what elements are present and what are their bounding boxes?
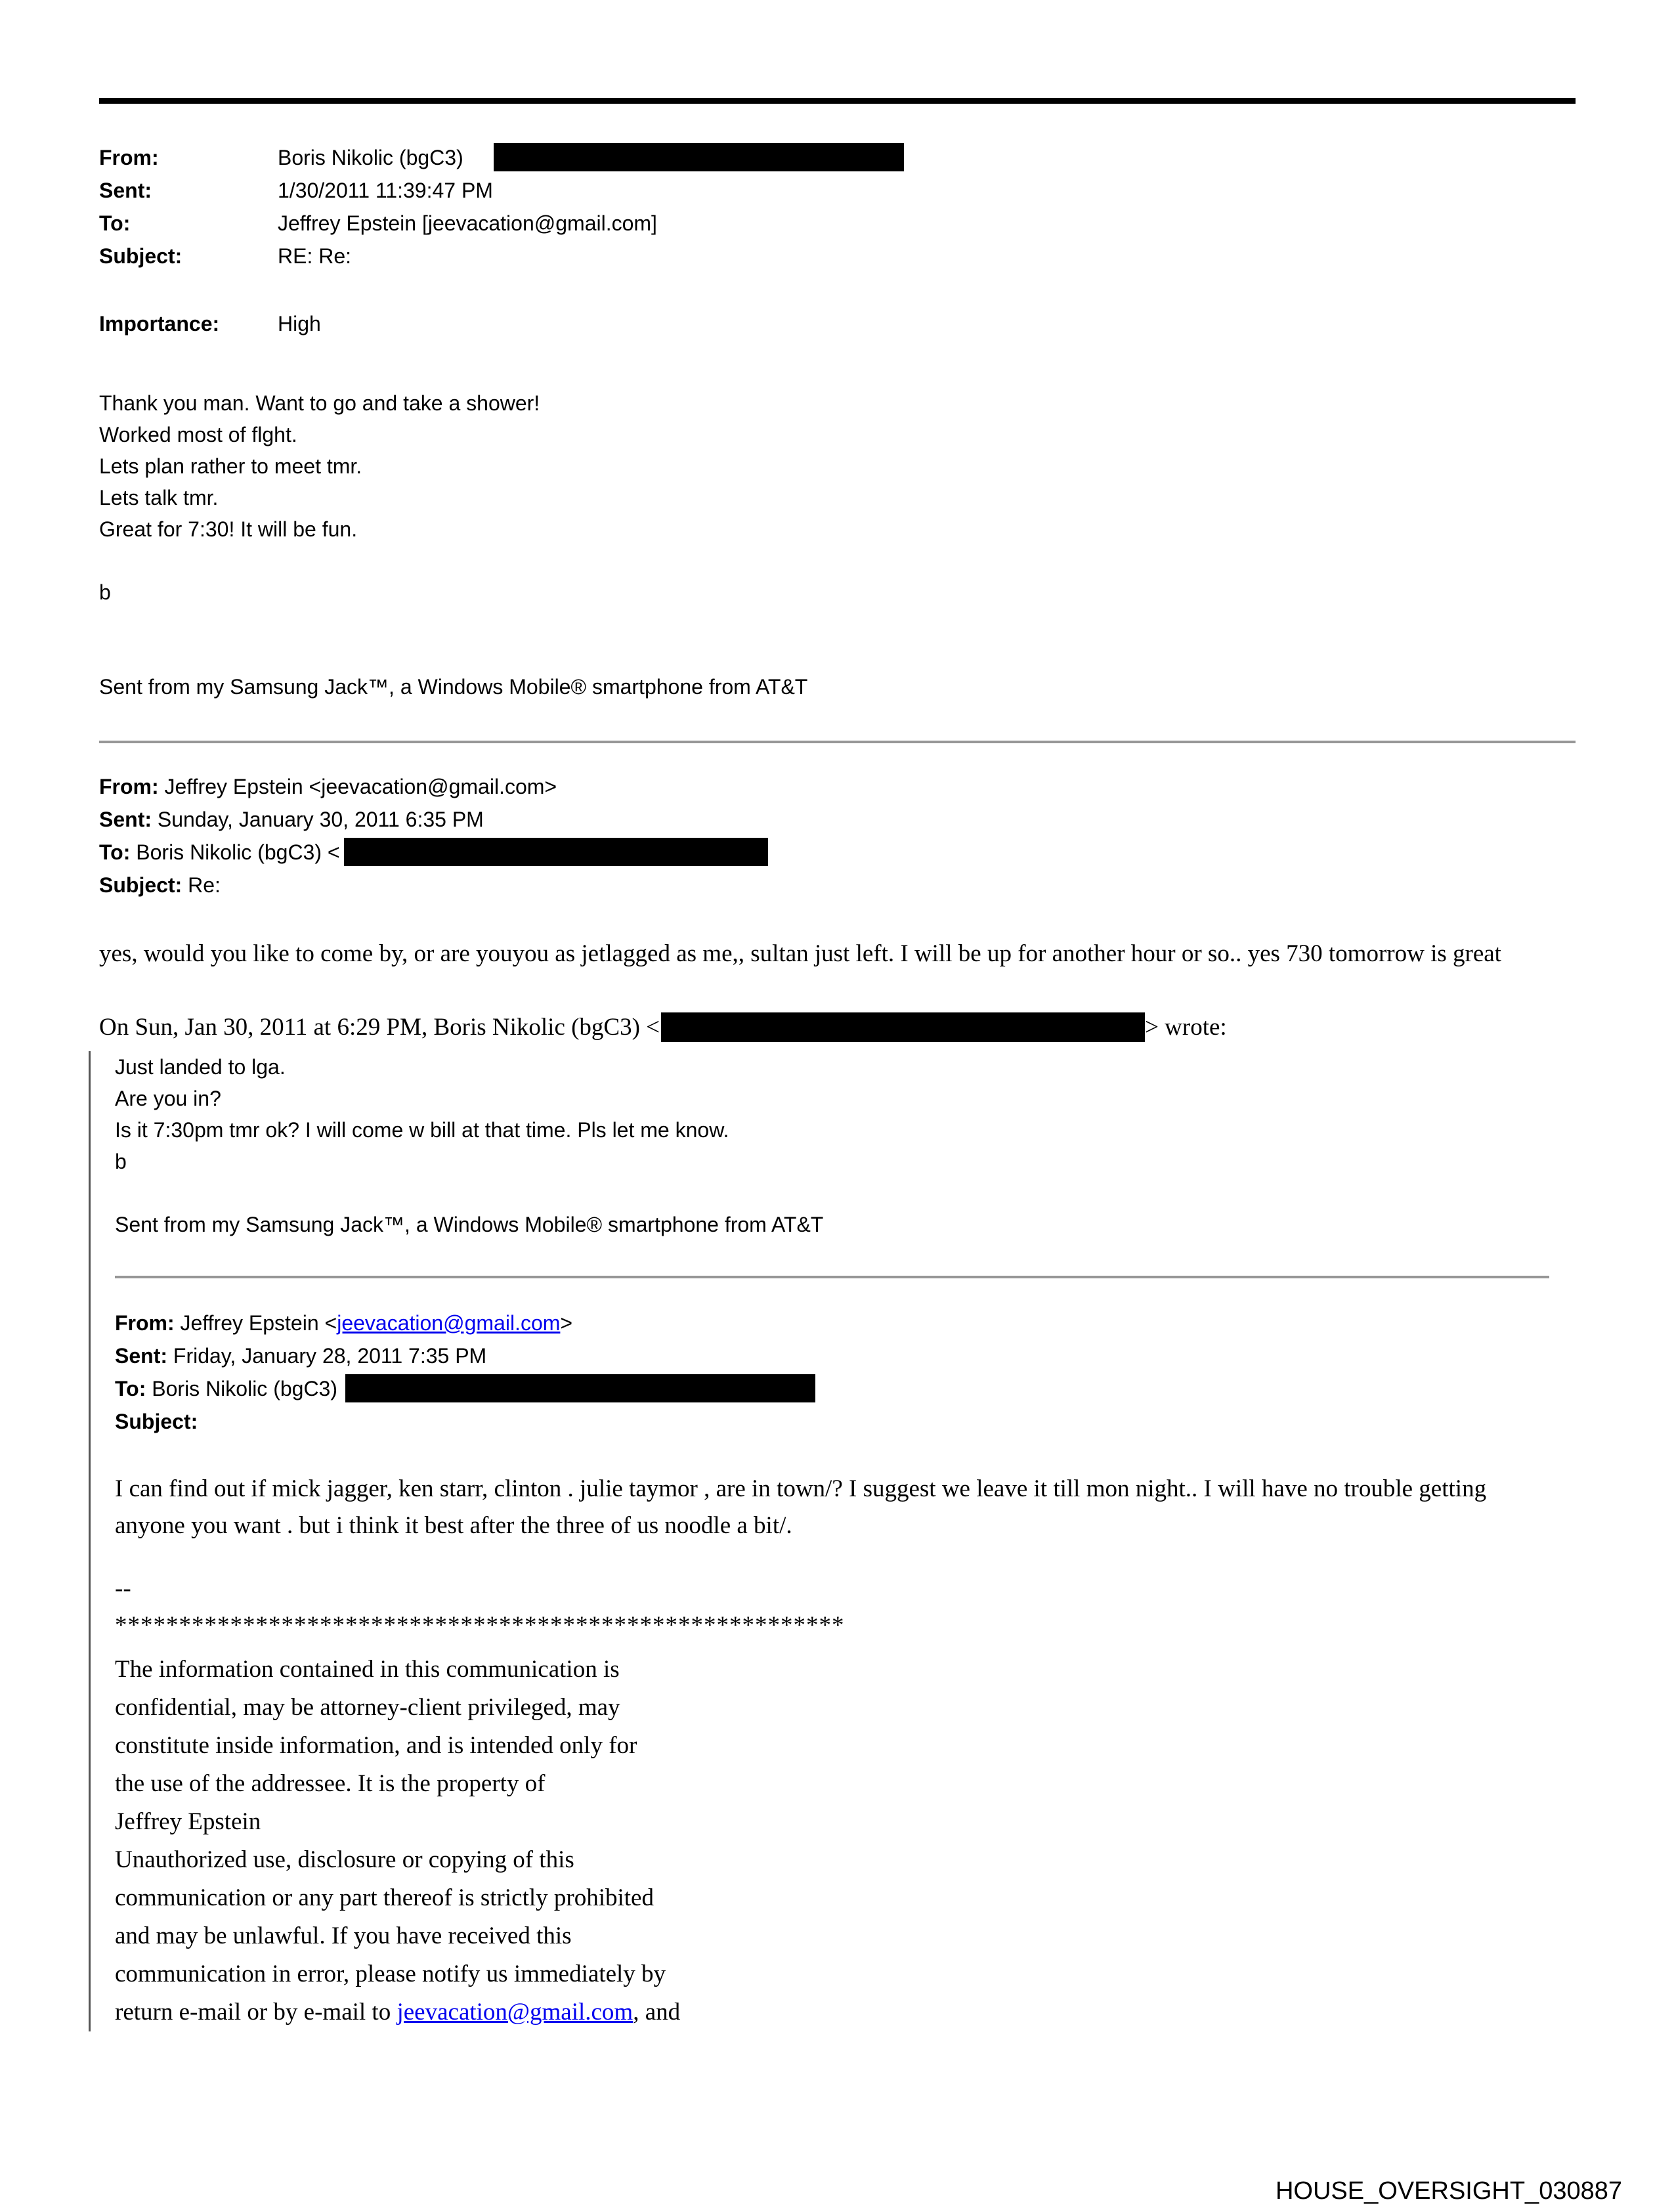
email-divider — [99, 741, 1576, 743]
subject-label: Subject: — [99, 873, 182, 897]
quote-attribution — [99, 1009, 1576, 1046]
to-label: To: — [99, 840, 131, 864]
body-line: Great for 7:30! It will be fun. — [99, 517, 358, 541]
disclaimer-text: , and — [633, 1999, 681, 2026]
email-address-link[interactable]: jeevacation@gmail.com — [337, 1311, 561, 1335]
email-friday — [115, 1307, 1549, 2031]
sent-value: 1/30/2011 11:39:47 PM — [278, 179, 493, 202]
email-reply — [99, 770, 1576, 2031]
header-row-from — [99, 770, 1576, 803]
disclaimer-line: communication or any part thereof is strictly prohibited — [115, 1884, 654, 1911]
quoted-block — [89, 1051, 1549, 2031]
page-content — [99, 0, 1576, 2042]
header-row-sent — [99, 803, 1576, 836]
disclaimer-text: return e-mail or by e-mail to — [115, 1999, 397, 2026]
email-divider — [115, 1276, 1549, 1278]
to-label: To: — [115, 1377, 146, 1400]
importance-value: High — [278, 312, 321, 336]
from-label: From: — [115, 1311, 175, 1335]
subject-label: Subject: — [99, 244, 182, 268]
sent-label: Sent: — [99, 179, 152, 202]
from-label: From: — [99, 146, 159, 169]
asterisk-line: ********************************************************* — [115, 1612, 845, 1639]
disclaimer-line — [115, 1993, 1549, 2031]
body-line: Thank you man. Want to go and take a shower! — [99, 391, 540, 415]
email-reply-header — [99, 770, 1576, 901]
sent-value: Friday, January 28, 2011 7:35 PM — [173, 1344, 487, 1368]
spacer — [99, 608, 1576, 671]
header-row-from — [115, 1307, 1549, 1339]
sent-value: Sunday, January 30, 2011 6:35 PM — [157, 808, 484, 831]
header-row-to — [99, 207, 1576, 240]
to-label: To: — [99, 211, 131, 235]
signoff: b — [99, 580, 111, 604]
quoted-boris-body — [115, 1051, 1549, 1240]
header-row-subject — [99, 869, 1576, 901]
header-row-importance — [99, 307, 1576, 340]
redaction-bar — [344, 838, 768, 866]
importance-label: Importance: — [99, 312, 220, 336]
email-top-header — [99, 141, 1576, 340]
body-line: Worked most of flght. — [99, 423, 297, 446]
sent-label: Sent: — [115, 1344, 167, 1368]
header-row-subject — [115, 1405, 1549, 1438]
header-row-sent — [99, 174, 1576, 207]
from-name: Jeffrey Epstein < — [180, 1311, 337, 1335]
header-row-to — [115, 1372, 1549, 1405]
body-line: Is it 7:30pm tmr ok? I will come w bill at that time. Pls let me know. — [115, 1118, 729, 1142]
disclaimer-line: The information contained in this communication is — [115, 1656, 620, 1683]
disclaimer-line: Jeffrey Epstein — [115, 1808, 261, 1835]
attribution-suffix: > wrote: — [1145, 1014, 1227, 1041]
from-value-wrap — [278, 141, 1576, 174]
disclaimer-line: constitute inside information, and is intended only for — [115, 1732, 637, 1759]
to-value: Jeffrey Epstein [jeevacation@gmail.com] — [278, 211, 657, 235]
disclaimer-line: Unauthorized use, disclosure or copying of this — [115, 1846, 574, 1873]
mobile-signature: Sent from my Samsung Jack™, a Windows Mobile® smartphone from AT&T — [115, 1213, 824, 1236]
email-top-body — [99, 387, 1576, 703]
disclaimer-line: communication in error, please notify us immediately by — [115, 1961, 666, 1987]
email-reply-body: yes, would you like to come by, or are youyou as jetlagged as me,, sultan just left. I will be up for another hour or so.. yes 730 tomorrow is great — [99, 940, 1501, 967]
signature-separator: -- — [115, 1575, 131, 1602]
legal-disclaimer — [115, 1651, 1549, 2031]
header-row-to — [99, 836, 1576, 869]
disclaimer-line: and may be unlawful. If you have received this — [115, 1922, 572, 1949]
to-value: Boris Nikolic (bgC3) — [152, 1377, 337, 1400]
email-friday-header — [115, 1307, 1549, 1438]
body-line: Just landed to lga. — [115, 1055, 286, 1079]
signoff: b — [115, 1150, 127, 1173]
sent-label: Sent: — [99, 808, 152, 831]
header-row-sent — [115, 1339, 1549, 1372]
spacer — [99, 545, 1576, 576]
from-value: Jeffrey Epstein <jeevacation@gmail.com> — [164, 775, 557, 798]
email-address-link[interactable]: jeevacation@gmail.com — [397, 1999, 633, 2026]
mobile-signature: Sent from my Samsung Jack™, a Windows Mobile® smartphone from AT&T — [99, 675, 808, 699]
from-value: Boris Nikolic (bgC3) — [278, 146, 463, 169]
body-line: Lets plan rather to meet tmr. — [99, 454, 362, 478]
body-line: Are you in? — [115, 1087, 221, 1110]
header-row-from — [99, 141, 1576, 174]
email-friday-body: I can find out if mick jagger, ken starr, clinton . julie taymor , are in town/? I suggest we leave it till mon night.. I will have no trouble getting anyone you want . but i think it best after the three of us noodle a bit/. — [115, 1475, 1487, 1539]
spacer — [115, 1177, 1549, 1209]
bates-number: HOUSE_OVERSIGHT_030887 — [1275, 2177, 1622, 2205]
body-line: Lets talk tmr. — [99, 486, 219, 510]
redaction-bar — [661, 1012, 1145, 1042]
to-value: Boris Nikolic (bgC3) < — [136, 840, 340, 864]
top-rule — [99, 98, 1576, 104]
from-close: > — [560, 1311, 573, 1335]
header-row-subject — [99, 240, 1576, 272]
attribution-prefix: On Sun, Jan 30, 2011 at 6:29 PM, Boris Nikolic (bgC3) < — [99, 1014, 660, 1041]
subject-value: Re: — [188, 873, 221, 897]
disclaimer-line: confidential, may be attorney-client privileged, may — [115, 1694, 620, 1721]
subject-value: RE: Re: — [278, 244, 352, 268]
redaction-bar — [345, 1374, 815, 1402]
subject-label: Subject: — [115, 1410, 198, 1433]
from-label: From: — [99, 775, 159, 798]
redaction-bar — [494, 143, 904, 171]
disclaimer-line: the use of the addressee. It is the property of — [115, 1770, 546, 1797]
email-top — [99, 141, 1576, 703]
